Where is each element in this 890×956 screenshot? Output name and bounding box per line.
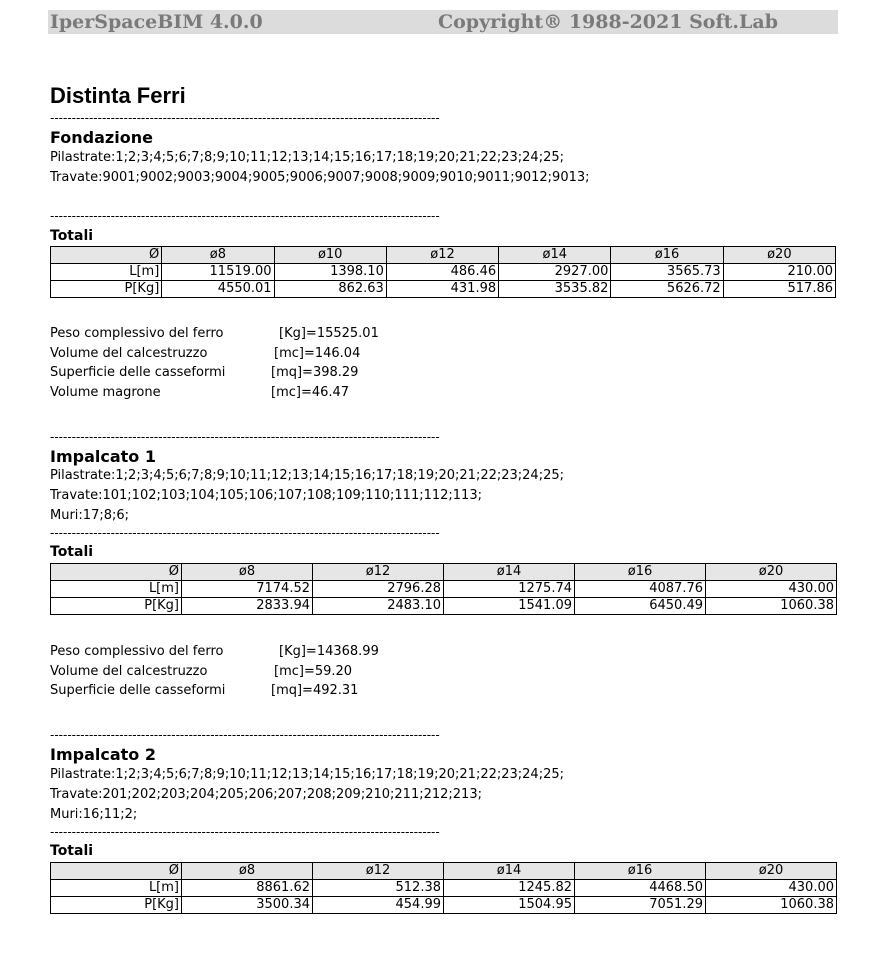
totali-label: Totali <box>50 843 94 859</box>
table-row <box>51 281 836 298</box>
table-cell: 486.46 <box>386 264 498 281</box>
table-row <box>51 897 837 914</box>
separator: ------------------------------------------------------------------------------------------ <box>50 526 440 540</box>
table-cell: 11519.00 <box>162 264 274 281</box>
table-cell: 512.38 <box>313 880 444 897</box>
row-label: P[Kg] <box>51 281 162 298</box>
pilastrate-line: Pilastrate:1;2;3;4;5;6;7;8;9;10;11;12;13;14;15;16;17;18;19;20;21;22;23;24;25; <box>50 767 565 782</box>
totals-table-impalcato-1 <box>50 563 837 615</box>
copyright-notice: Copyright® 1988-2021 Soft.Lab <box>437 11 778 33</box>
row-label: L[m] <box>51 581 182 598</box>
header-cell: Ø <box>51 863 182 880</box>
property-value: [Kg]=15525.01 <box>279 326 379 341</box>
separator: ------------------------------------------------------------------------------------------ <box>50 430 440 444</box>
header-cell: ø16 <box>611 247 723 264</box>
property-value: [mq]=398.29 <box>271 365 359 380</box>
travate-line: Travate:101;102;103;104;105;106;107;108;109;110;111;112;113; <box>50 488 482 503</box>
table-cell: 5626.72 <box>611 281 723 298</box>
table-cell: 1398.10 <box>274 264 386 281</box>
section-title-fondazione: Fondazione <box>50 128 153 147</box>
header-cell: ø8 <box>182 564 313 581</box>
header-cell: ø12 <box>313 564 444 581</box>
header-cell: ø14 <box>444 863 575 880</box>
property-value: [Kg]=14368.99 <box>279 644 379 659</box>
header-cell: ø12 <box>386 247 498 264</box>
header-cell: ø20 <box>723 247 835 264</box>
table-cell: 3565.73 <box>611 264 723 281</box>
totali-label: Totali <box>50 544 94 560</box>
table-cell: 517.86 <box>723 281 835 298</box>
table-cell: 1541.09 <box>444 598 575 615</box>
totals-table-fondazione <box>50 246 836 298</box>
report-title: Distinta Ferri <box>50 83 186 108</box>
row-label: P[Kg] <box>51 598 182 615</box>
table-cell: 7051.29 <box>575 897 706 914</box>
row-label: L[m] <box>51 880 182 897</box>
header-cell: ø14 <box>444 564 575 581</box>
header-cell: Ø <box>51 247 162 264</box>
table-cell: 431.98 <box>386 281 498 298</box>
table-cell: 4087.76 <box>575 581 706 598</box>
table-cell: 2796.28 <box>313 581 444 598</box>
table-header-row <box>51 247 836 264</box>
table-header-row <box>51 863 837 880</box>
table-cell: 3535.82 <box>499 281 611 298</box>
table-cell: 2927.00 <box>499 264 611 281</box>
section-title-impalcato-2: Impalcato 2 <box>50 745 156 764</box>
pilastrate-line: Pilastrate:1;2;3;4;5;6;7;8;9;10;11;12;13;14;15;16;17;18;19;20;21;22;23;24;25; <box>50 150 565 165</box>
header-cell: ø20 <box>706 564 837 581</box>
app-name: IperSpaceBIM 4.0.0 <box>50 11 263 33</box>
property-value: [mc]=46.47 <box>271 384 350 400</box>
property-label: Volume del calcestruzzo <box>50 663 208 679</box>
header-cell: ø16 <box>575 863 706 880</box>
table-cell: 6450.49 <box>575 598 706 615</box>
header-cell: ø20 <box>706 863 837 880</box>
travate-line: Travate:9001;9002;9003;9004;9005;9006;9007;9008;9009;9010;9011;9012;9013; <box>50 170 590 185</box>
separator: ------------------------------------------------------------------------------------------ <box>50 209 440 223</box>
header-cell: ø8 <box>162 247 274 264</box>
totals-table-impalcato-2 <box>50 862 837 914</box>
header-cell: Ø <box>51 564 182 581</box>
muri-line: Muri:16;11;2; <box>50 807 138 822</box>
muri-line: Muri:17;8;6; <box>50 508 130 523</box>
property-label: Peso complessivo del ferro <box>50 326 224 341</box>
property-label: Volume del calcestruzzo <box>50 345 208 361</box>
totali-label: Totali <box>50 228 94 244</box>
header-cell: ø16 <box>575 564 706 581</box>
report-header-bar <box>48 10 838 34</box>
separator: ------------------------------------------------------------------------------------------ <box>50 728 440 742</box>
table-cell: 4550.01 <box>162 281 274 298</box>
header-cell: ø12 <box>313 863 444 880</box>
table-cell: 1504.95 <box>444 897 575 914</box>
table-cell: 4468.50 <box>575 880 706 897</box>
table-row <box>51 581 837 598</box>
table-cell: 1245.82 <box>444 880 575 897</box>
table-cell: 3500.34 <box>182 897 313 914</box>
property-value: [mc]=146.04 <box>274 345 361 361</box>
table-cell: 1275.74 <box>444 581 575 598</box>
property-label: Volume magrone <box>50 384 161 400</box>
table-row <box>51 880 837 897</box>
table-row <box>51 598 837 615</box>
pilastrate-line: Pilastrate:1;2;3;4;5;6;7;8;9;10;11;12;13;14;15;16;17;18;19;20;21;22;23;24;25; <box>50 468 565 483</box>
property-value: [mc]=59.20 <box>274 663 353 679</box>
table-cell: 210.00 <box>723 264 835 281</box>
table-cell: 8861.62 <box>182 880 313 897</box>
table-cell: 7174.52 <box>182 581 313 598</box>
separator: ------------------------------------------------------------------------------------------ <box>50 825 440 839</box>
table-cell: 430.00 <box>706 581 837 598</box>
table-cell: 1060.38 <box>706 598 837 615</box>
table-header-row <box>51 564 837 581</box>
row-label: L[m] <box>51 264 162 281</box>
table-cell: 2483.10 <box>313 598 444 615</box>
row-label: P[Kg] <box>51 897 182 914</box>
table-cell: 454.99 <box>313 897 444 914</box>
property-label: Superficie delle casseformi <box>50 365 226 380</box>
property-label: Superficie delle casseformi <box>50 683 226 698</box>
travate-line: Travate:201;202;203;204;205;206;207;208;209;210;211;212;213; <box>50 787 482 802</box>
separator: ------------------------------------------------------------------------------------------ <box>50 111 440 125</box>
property-label: Peso complessivo del ferro <box>50 644 224 659</box>
table-row <box>51 264 836 281</box>
header-cell: ø14 <box>499 247 611 264</box>
table-cell: 862.63 <box>274 281 386 298</box>
property-value: [mq]=492.31 <box>271 683 359 698</box>
header-cell: ø10 <box>274 247 386 264</box>
table-cell: 430.00 <box>706 880 837 897</box>
section-title-impalcato-1: Impalcato 1 <box>50 447 156 466</box>
header-cell: ø8 <box>182 863 313 880</box>
table-cell: 2833.94 <box>182 598 313 615</box>
table-cell: 1060.38 <box>706 897 837 914</box>
